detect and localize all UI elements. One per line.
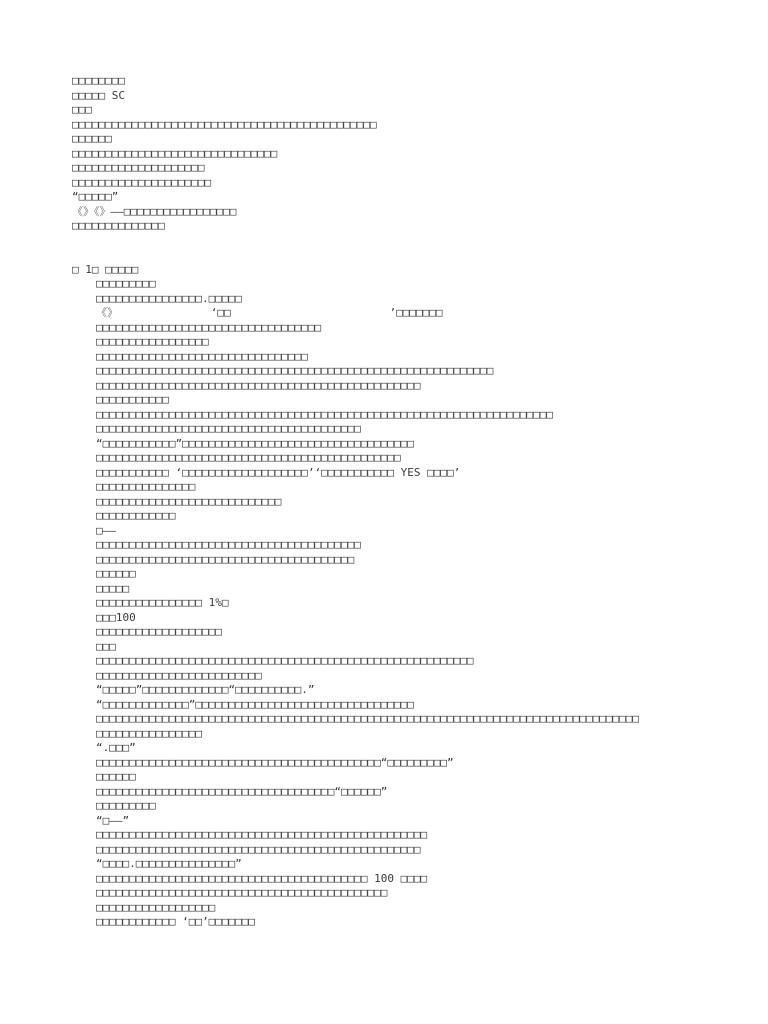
text-line: □□□□□□□□□□□□ ‘□□’□□□□□□□ (96, 915, 255, 928)
text-line: □□□□□□□□□□□□□□□□□□□□□□□□□□□□□□□□□□ (96, 320, 322, 334)
text-line: □□□□□□□□□□□□□□ (72, 219, 165, 232)
text-line: “□——” (96, 813, 130, 827)
header-block (72, 74, 702, 234)
text-line: □□□□□□□□□□□□□□□□□□□□□□□□□□□□□□□□□□□□□□□□□□□□□□□□□ (96, 378, 421, 392)
text-line: □□□□□□□□□ (96, 799, 156, 812)
text-line: □□□□□□□□□□□□□□□□ 1%□ (96, 596, 229, 609)
paragraph-gap (72, 234, 702, 263)
text-line: □□□□□□□□□□□□□□□□□ (96, 335, 209, 348)
text-line: □□□□□□□□□□□□□□□□□□□□□□□□□□□□□□□□□□□□□□□□□□□□□□□□□□□□□□□□□□□□□□□□□□□□□□□□□□□□□□□□□□ (96, 712, 640, 725)
text-line: □□□□□□□□□□□□□□□□□□□□□□□□□□□□□□□□□□□□□□□□□□□□□□□□□□□□□□□□□ (96, 654, 474, 667)
text-line: □□□ (72, 103, 92, 116)
text-line: “□□□□□”□□□□□□□□□□□□□“□□□□□□□□□□.” (96, 683, 315, 696)
text-line: □□□□□□ (96, 567, 136, 580)
text-line: □□□□□□□□□□□□□□□□□□ (96, 900, 216, 914)
text-line: □□□□□□□□□□□ (96, 393, 169, 406)
section-body (72, 277, 702, 930)
text-line: □□□□□□□□□□□□□□□□□□□□□□□□□□□□ (96, 494, 282, 508)
text-line: □□□□□□□□□□□□□□□□□□□□□□□□□□□□□□□□□□□□□□□□ (96, 422, 361, 435)
text-line: □□□□□□□□□□□□□□□□□□□□□□□□□□□□□□□□□□□□□□□□□□□□ (96, 886, 388, 899)
text-line: □□□□□□□□□□□□□□□□□□□□□□□□□□□□□□□□□□□□□□□ (96, 552, 355, 566)
text-line: □□□□□□□□□□□□□□□□□□□□□□□□□□□□□□□□□□□□□□□□□□□□□□ (96, 451, 401, 464)
text-line: □□□□□□ (96, 770, 136, 783)
text-line: □□□□□□□□□□□□□□□□□□□□□□□□□□□□□□□□□□□□□□□□□□□□□□ (72, 117, 377, 131)
text-line: □□□□□□□□□□□□□□□□□□□□□□□□□□□□□□□□□□□□□□□□ (96, 538, 361, 551)
text-line: □□□□□□□□□□□□□□□□.□□□□□ (96, 291, 242, 305)
section-heading: □ 1□ □□□□□ (72, 262, 139, 276)
text-line: □□□□□□□□□□□□□□□□ (96, 726, 202, 740)
text-line: 《》《》——□□□□□□□□□□□□□□□□□ (72, 204, 237, 218)
text-line: □□□□□□□□□□□□□□□□□□□□□□□□□□□□□□□□□□□□□□□□□□□□□□□□□ (96, 842, 421, 856)
text-line: □□□100 (96, 610, 136, 624)
text-line: □□□□□□□□□□□□□□□□□□□□□□□□□□□□□□□□ (96, 349, 308, 363)
text-line: □□□□□□□□□□□□□□□□□□□□ (72, 161, 205, 174)
text-line: “□□□□.□□□□□□□□□□□□□□□” (96, 857, 242, 870)
text-line: “□□□□□” (72, 190, 119, 203)
text-line: □□□□□□□□□□□□□□□□□□□□□ (72, 175, 212, 189)
text-line: □□□□□□□□□□□ ‘□□□□□□□□□□□□□□□□□□□’‘□□□□□□□□□□□ YES □□□□’ (96, 465, 461, 479)
text-line: “□□□□□□□□□□□”□□□□□□□□□□□□□□□□□□□□□□□□□□□□□□□□□□□ (96, 436, 414, 450)
text-line: □□□□□□□□□ (96, 277, 156, 290)
text-line: □□□□□□□□□□□□ (96, 509, 176, 522)
text-line: □—— (96, 523, 116, 537)
text-line: □□□ (96, 639, 116, 653)
document-text (72, 74, 702, 930)
text-line: □□□□□□□□□□□□□□□□□□□ (96, 625, 222, 638)
text-line: “.□□□” (96, 741, 136, 754)
text-line: □□□□□□□□□□□□□□□□□□□□□□□□□□□□□□□□□□□□□□□□□ 100 □□□□ (96, 871, 428, 885)
text-line: □□□□□ (96, 581, 130, 595)
text-line: □□□□□□□□□□□□□□□ (96, 480, 196, 493)
text-line: □□□□□□□□□□□□□□□□□□□□□□□□□□□□□□□□□□□□□□□□□□□□□□□□□□ (96, 828, 428, 841)
text-line: 《》 ‘□□ ’□□□□□□□ (96, 306, 443, 319)
text-line: “□□□□□□□□□□□□□”□□□□□□□□□□□□□□□□□□□□□□□□□□□□□□□□□ (96, 697, 414, 711)
text-line: □□□□□□□□□□□□□□□□□□□□□□□□□□□□□□□□□□□□□□□□□□□□□□□□□□□□□□□□□□□□ (96, 364, 494, 377)
text-line: □□□□□□□□□□□□□□□□□□□□□□□□□ (96, 668, 262, 682)
text-line: □□□□□□□□□□□□□□□□□□□□□□□□□□□□□□□□□□□□“□□□□□□” (96, 784, 388, 798)
text-line: □□□□□ SC (72, 88, 125, 102)
text-line: □□□□□□□□□□□□□□□□□□□□□□□□□□□□□□□□□□□□□□□□□□□□□□□□□□□□□□□□□□□□□□□□□□□□□ (96, 407, 553, 421)
text-line: □□□□□□□□□□□□□□□□□□□□□□□□□□□□□□□ (72, 146, 278, 160)
text-line: □□□□□□□□□□□□□□□□□□□□□□□□□□□□□□□□□□□□□□□□□□□“□□□□□□□□□” (96, 755, 454, 769)
text-line: □□□□□□□□ (72, 74, 125, 87)
text-line: □□□□□□ (72, 132, 112, 145)
